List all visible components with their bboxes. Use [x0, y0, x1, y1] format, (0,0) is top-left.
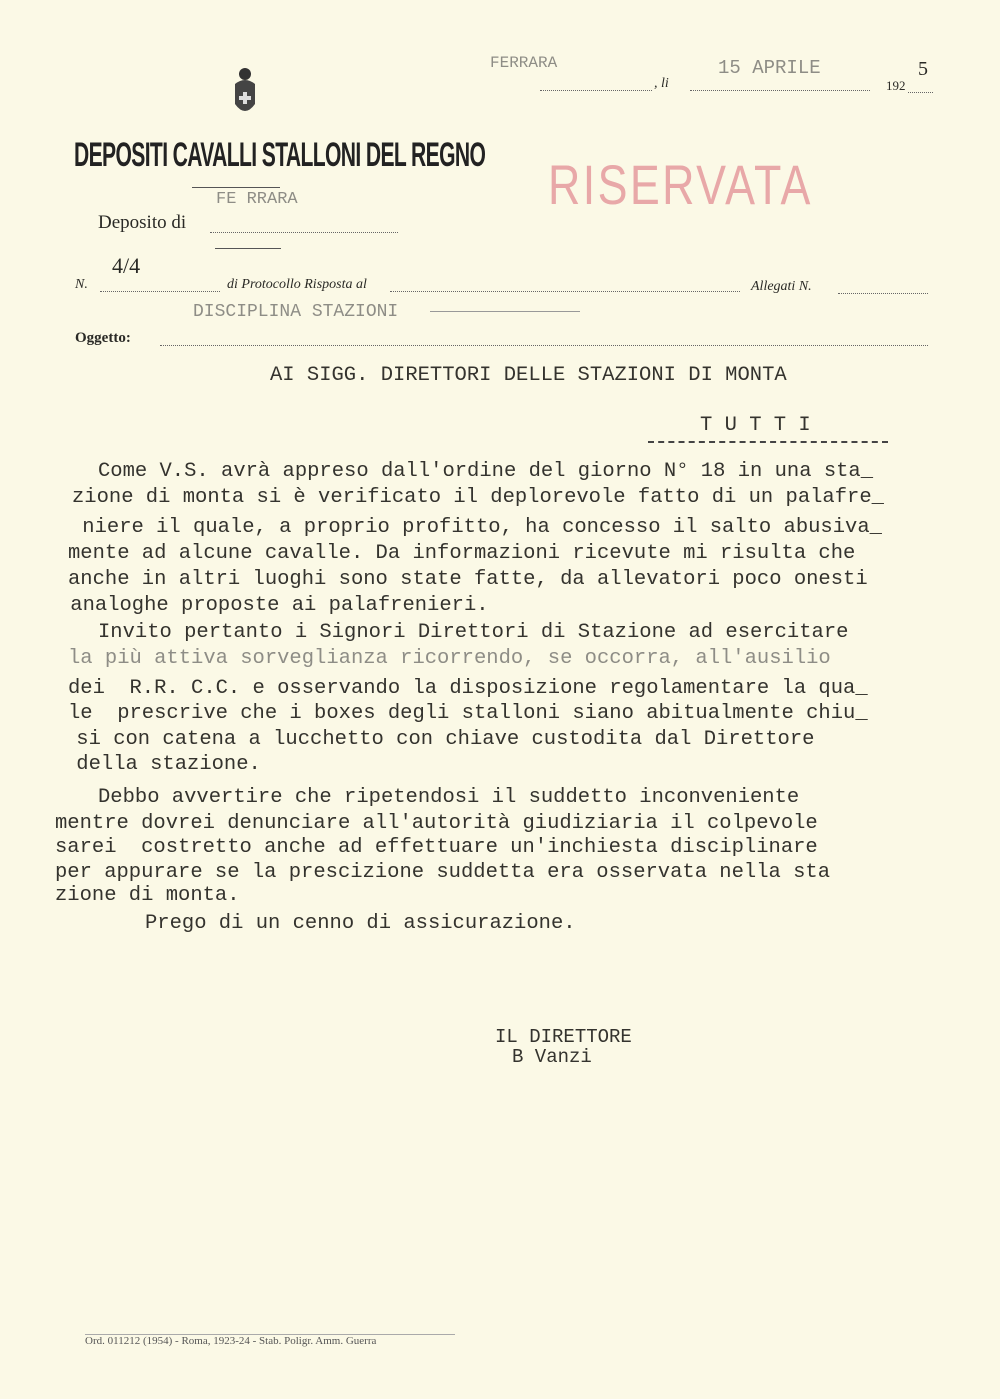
body-line: anche in altri luoghi sono state fatte, da allevatori poco onesti	[68, 568, 868, 591]
oggetto-value: DISCIPLINA STAZIONI	[193, 302, 399, 322]
body-line: analoghe proposte ai palafrenieri.	[58, 594, 489, 617]
body-line: zione di monta si è verificato il deplorevole fatto di un palafre_	[72, 486, 884, 509]
oggetto-label: Oggetto:	[75, 330, 131, 346]
body-line: Prego di un cenno di assicurazione.	[145, 912, 576, 935]
allegati-label: Allegati N.	[751, 279, 812, 294]
body-line: la più attiva sorveglianza ricorrendo, se occorra, all'ausilio	[68, 647, 831, 670]
body-line: sarei costretto anche ad effettuare un'inchiesta disciplinare	[55, 836, 818, 859]
signature-title: IL DIRETTORE	[495, 1026, 632, 1048]
year-prefix: 192	[886, 78, 906, 93]
addressee: AI SIGG. DIRETTORI DELLE STAZIONI DI MONTA	[270, 364, 787, 387]
deposito-label: Deposito di	[98, 212, 187, 233]
printer-footer: Ord. 011212 (1954) - Roma, 1923-24 - Stab. Poligr. Amm. Guerra	[85, 1335, 377, 1347]
year-suffix: 5	[918, 58, 928, 80]
addressee-all: T U T T I	[700, 414, 811, 437]
date: 15 APRILE	[718, 57, 821, 79]
body-line: della stazione.	[64, 753, 261, 776]
place: FERRARA	[490, 54, 558, 72]
body-line: Invito pertanto i Signori Direttori di Stazione ad esercitare	[98, 621, 849, 644]
body-line: dei R.R. C.C. e osservando la disposizione regolamentare la qua_	[68, 677, 868, 700]
institution-title: DEPOSITI CAVALLI STALLONI DEL REGNO	[74, 136, 486, 174]
royal-crest-icon	[230, 66, 260, 120]
body-line: Debbo avvertire che ripetendosi il suddetto inconveniente	[98, 786, 800, 809]
body-line: per appurare se la prescizione suddetta era osservata nella sta	[55, 861, 831, 884]
deposito-value: FE RRARA	[216, 190, 298, 209]
signature-name: B Vanzi	[512, 1046, 592, 1068]
body-line: Come V.S. avrà appreso dall'ordine del giorno N° 18 in una sta_	[98, 460, 874, 483]
body-line: niere il quale, a proprio profitto, ha concesso il salto abusiva_	[70, 516, 882, 539]
riservata-stamp: RISERVATA	[548, 153, 813, 216]
protocollo-label: di Protocollo Risposta al	[227, 277, 367, 292]
protocol-number: 4/4	[112, 253, 141, 278]
body-line: le prescrive che i boxes degli stalloni siano abitualmente chiu_	[68, 702, 868, 725]
body-line: zione di monta.	[55, 884, 240, 907]
body-line: si con catena a lucchetto con chiave custodita dal Direttore	[64, 728, 815, 751]
n-label: N.	[75, 277, 88, 292]
li-label: , li	[654, 76, 669, 91]
body-line: mente ad alcune cavalle. Da informazioni ricevute mi risulta che	[68, 542, 856, 565]
body-line: mentre dovrei denunciare all'autorità giudiziaria il colpevole	[55, 812, 818, 835]
